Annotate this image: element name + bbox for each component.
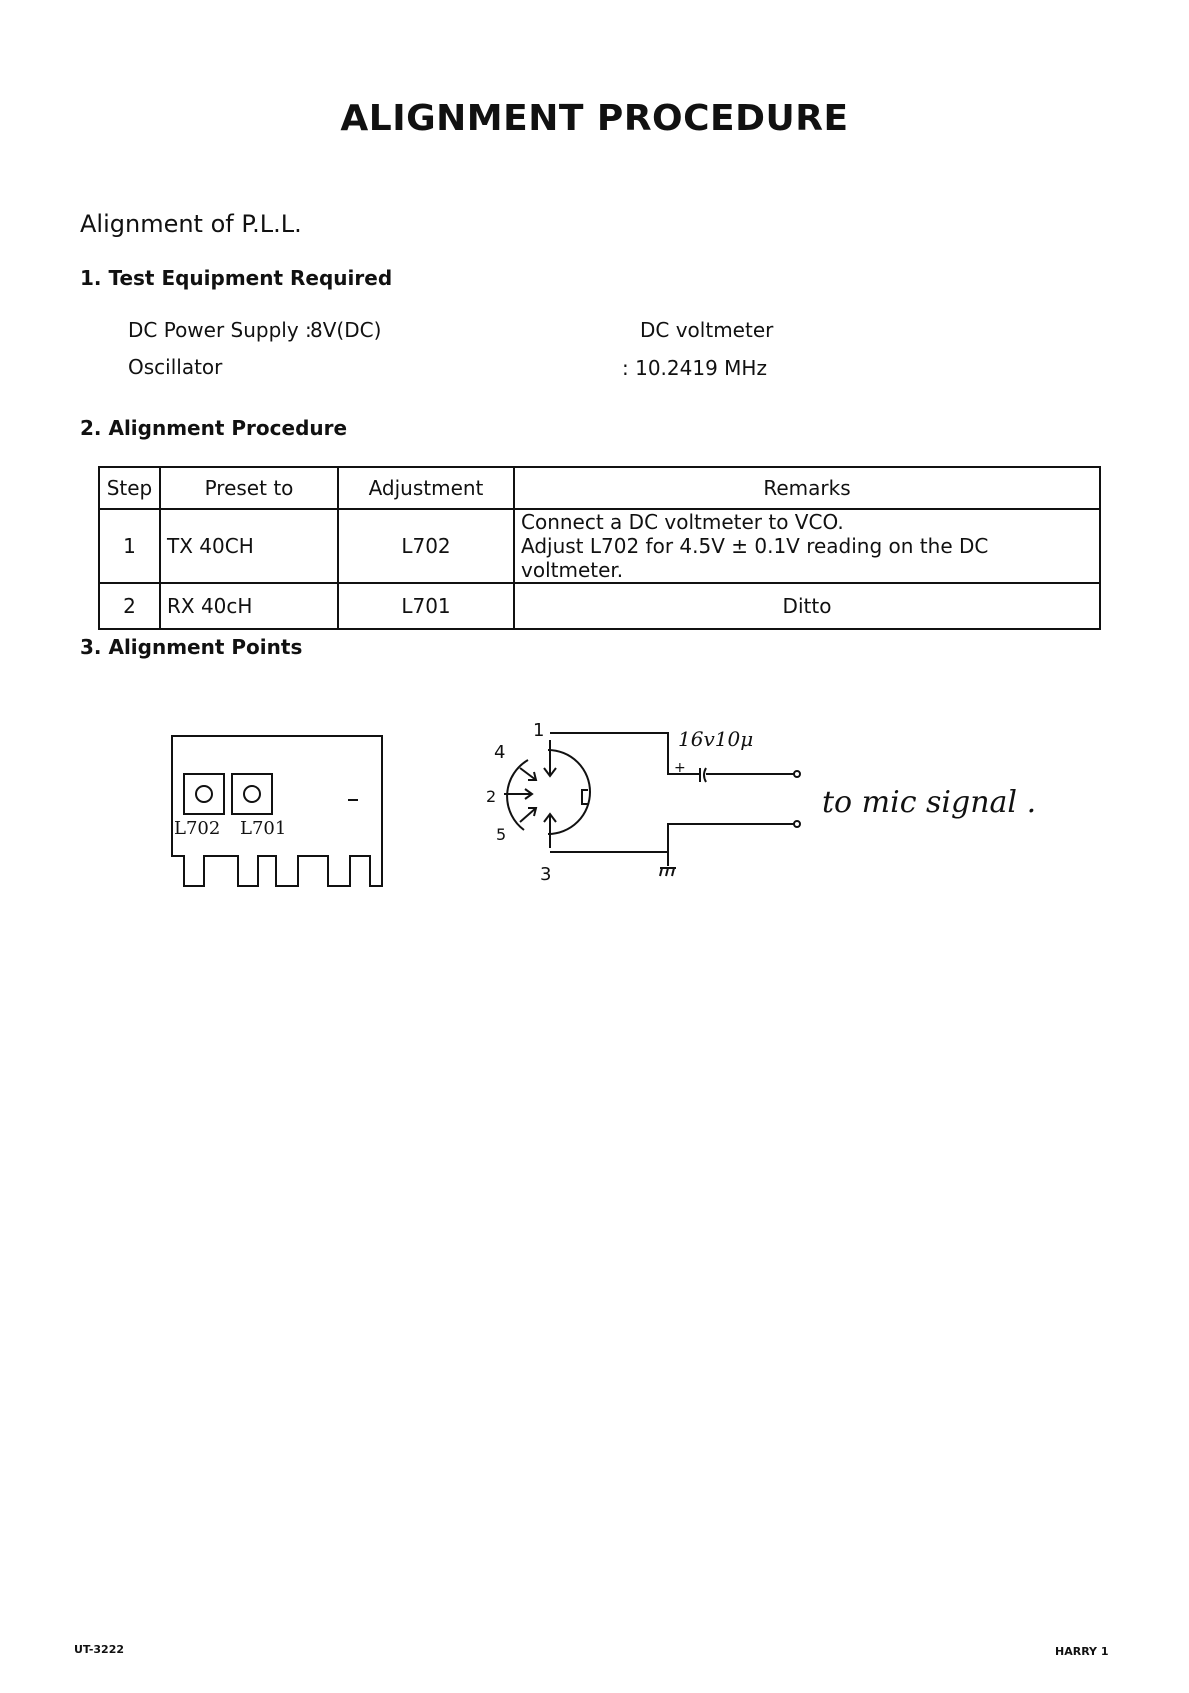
procedure-table — [98, 466, 1101, 630]
header-remarks: Remarks — [514, 467, 1100, 509]
oscillator-value: : 10.2419 MHz — [622, 356, 767, 380]
table-row — [99, 509, 1100, 583]
pcb-diagram — [170, 732, 390, 892]
pin-label-5: 5 — [496, 825, 507, 844]
capacitor-label: 16v10μ — [678, 727, 754, 751]
row-step: 2 — [99, 583, 160, 629]
header-preset: Preset to — [160, 467, 338, 509]
dc-power-supply-value: 8V(DC) — [310, 318, 382, 342]
coil-l702-box — [184, 774, 224, 814]
pin-label-1: 1 — [533, 720, 545, 741]
section-title: Alignment of P.L.L. — [80, 210, 302, 238]
dc-voltmeter-label: DC voltmeter — [640, 318, 774, 342]
terminal-bottom — [794, 821, 800, 827]
pcb-label-l702: L702 — [174, 818, 221, 839]
coil-l701-core — [244, 786, 260, 802]
footer-left: UT-3222 — [74, 1643, 124, 1656]
terminal-top — [794, 771, 800, 777]
points-heading: 3. Alignment Points — [80, 635, 303, 659]
pin-label-3: 3 — [540, 864, 552, 885]
row-preset: RX 40cH — [160, 583, 338, 629]
row-step: 1 — [99, 509, 160, 583]
connector-diagram — [470, 718, 1037, 898]
pcb-outline — [172, 736, 382, 886]
oscillator-label: Oscillator — [128, 355, 223, 379]
wire-ground — [668, 824, 794, 866]
header-adjustment: Adjustment — [338, 467, 514, 509]
capacitor-plus: + — [674, 760, 686, 776]
coil-l702-core — [196, 786, 212, 802]
pcb-label-l701: L701 — [240, 818, 287, 839]
remarks-line: Connect a DC voltmeter to VCO. — [521, 510, 844, 534]
connector-body — [548, 750, 590, 834]
pin-key — [582, 790, 588, 804]
coil-l701-box — [232, 774, 272, 814]
remarks-line: Adjust L702 for 4.5V ± 0.1V reading on the DC voltmeter. — [521, 534, 989, 582]
table-header-row — [99, 467, 1100, 509]
mic-signal-note: to mic signal . — [822, 785, 1037, 820]
row-remarks — [514, 509, 1100, 583]
row-adjustment: L701 — [338, 583, 514, 629]
equipment-heading: 1. Test Equipment Required — [80, 266, 393, 290]
row-preset: TX 40CH — [160, 509, 338, 583]
pin-label-2: 2 — [486, 787, 497, 806]
capacitor-curve — [704, 768, 706, 782]
procedure-heading: 2. Alignment Procedure — [80, 416, 348, 440]
pin-label-4: 4 — [494, 742, 506, 763]
row-adjustment: L702 — [338, 509, 514, 583]
page-title: ALIGNMENT PROCEDURE — [340, 98, 849, 139]
header-step: Step — [99, 467, 160, 509]
dc-power-supply-label: DC Power Supply : — [128, 318, 312, 342]
row-remarks: Ditto — [514, 583, 1100, 629]
table-row — [99, 583, 1100, 629]
footer-right: HARRY 1 — [1055, 1645, 1109, 1658]
